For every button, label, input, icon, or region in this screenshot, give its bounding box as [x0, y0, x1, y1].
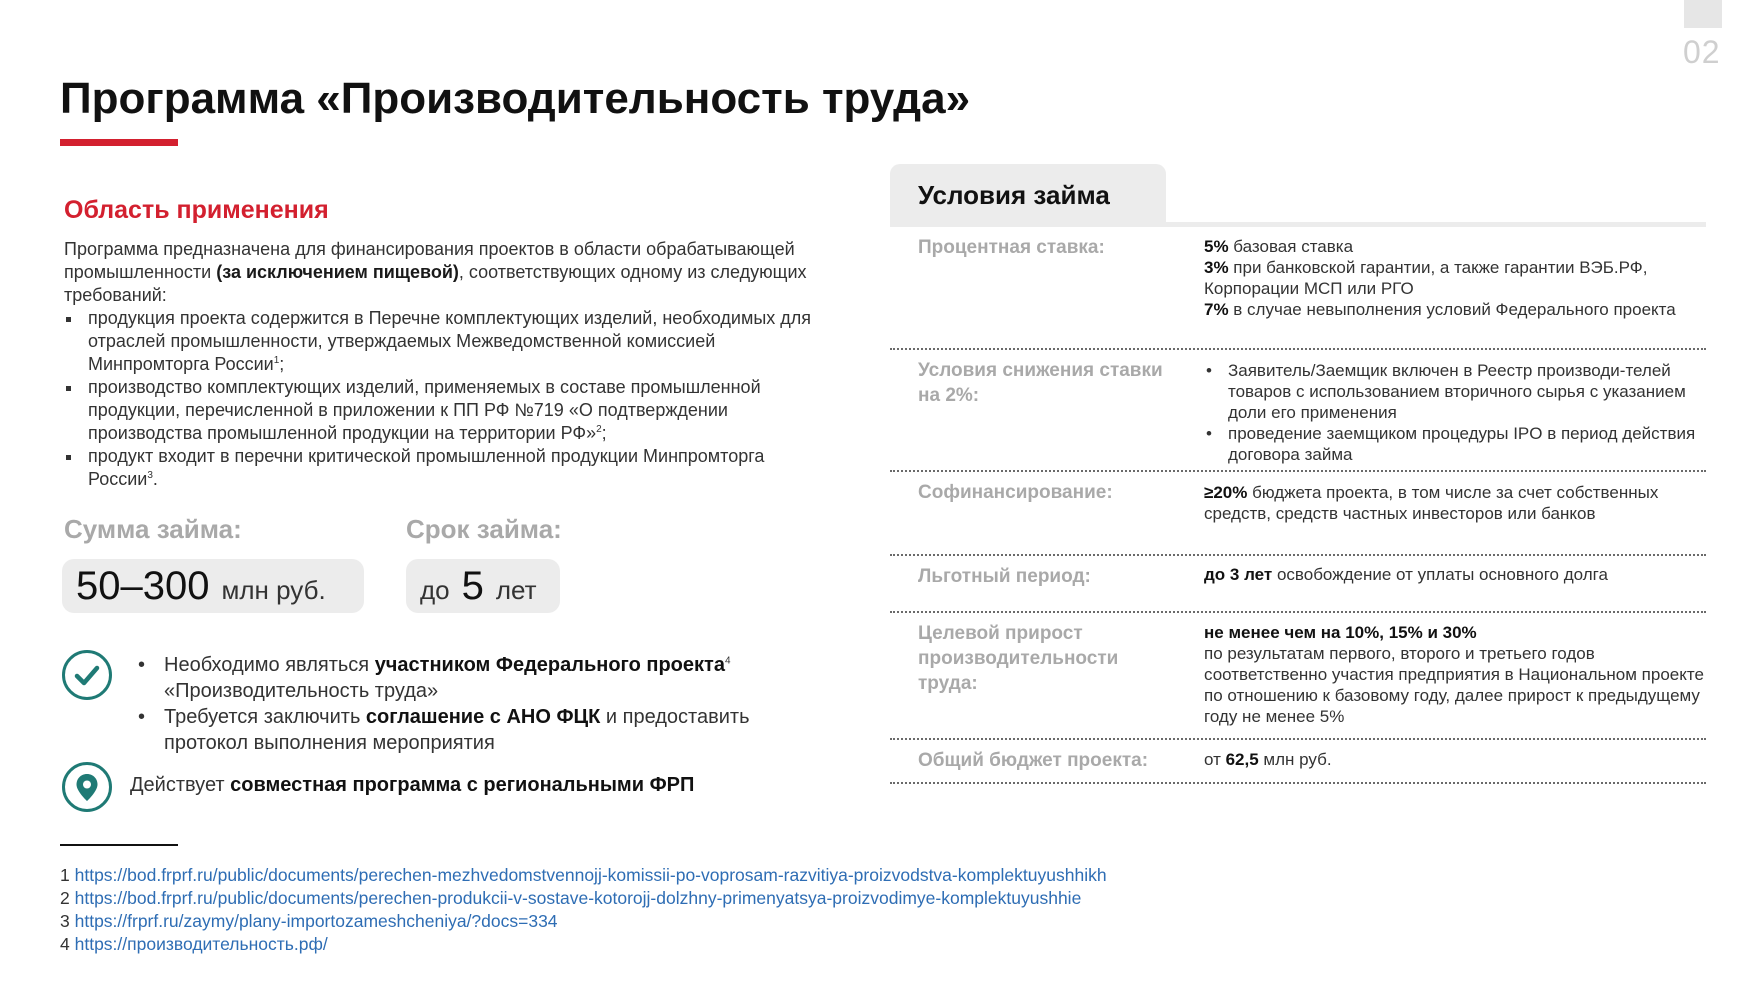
list-item: производство комплектующих изделий, применяемых в составе промышленной продукции, перечисленной в приложении к ПП РФ №719 «О подтверждении производства промышленной продукции на территории РФ»$^2$; [64, 376, 824, 445]
condition-row-rate [890, 227, 1706, 350]
footnote-divider [60, 844, 178, 846]
condition-value: до 3 лет освобождение от уплаты основного долга [1204, 565, 1608, 584]
location-pin-icon [62, 762, 112, 812]
conditions-tab-label: Условия займа [918, 180, 1110, 210]
loan-amount-label: Сумма займа: [64, 514, 242, 544]
loan-term-prefix: до [420, 575, 450, 605]
loan-term-box [406, 559, 560, 613]
condition-value: не менее чем на 10%, 15% и 30% по результатам первого, второго и третьего годов соответственно участия предприятия в Национальном проекте по отношению к базовому году, далее прирост к предыдущему году не менее 5% [1204, 623, 1704, 726]
list-item: • Заявитель/Заемщик включен в Реестр производи-телей товаров с использованием вторичного сырья с указанием доли его применения [1204, 360, 1704, 423]
condition-row-cofinancing [890, 472, 1706, 556]
loan-amount-box [62, 559, 364, 613]
loan-term-label: Срок займа: [406, 514, 562, 544]
loan-term-value: 5 [461, 564, 484, 608]
list-item: • проведение заемщиком процедуры IPO в период действия договора займа [1204, 423, 1704, 465]
scope-requirements-list [64, 307, 824, 491]
loan-term-unit: лет [495, 575, 537, 605]
condition-label: Процентная ставка: [918, 237, 1105, 258]
page-corner-tab [1684, 0, 1722, 28]
footnote-item: 3 https://frprf.ru/zaymy/plany-importozameshcheniya/?docs=334 [60, 911, 558, 931]
footnote-item: 4 https://производительность.рф/ [60, 934, 328, 954]
condition-label: Общий бюджет проекта: [918, 750, 1149, 771]
condition-value: ≥20% бюджета проекта, в том числе за счет собственных средств, средств частных инвесторов или банков [1204, 483, 1659, 523]
footnote-link[interactable]: https://bod.frprf.ru/public/documents/perechen-produkcii-v-sostave-kotorojj-dolzhny-primenyatsya-proizvodimye-komplektuyushhie [74, 888, 1082, 908]
scope-exclusion: (за исключением пищевой) [216, 262, 459, 282]
conditions-tab [890, 164, 1166, 224]
condition-value: 5% базовая ставка 3% при банковской гарантии, а также гарантии ВЭБ.РФ, Корпорации МСП или РГО 7% в случае невыполнения условий Федерального проекта [1204, 237, 1676, 319]
condition-row-rate-reduction [890, 350, 1706, 472]
condition-row-grace-period [890, 556, 1706, 613]
footnote-link[interactable]: https://bod.frprf.ru/public/documents/perechen-mezhvedomstvennojj-komissii-po-voprosam-razvitiya-proizvodstva-komplektuyushhikh [74, 865, 1107, 885]
list-item: • Требуется заключить соглашение с АНО ФЦК и предоставить протокол выполнения мероприятия [138, 704, 818, 756]
title-underline [60, 139, 178, 146]
participation-requirements [138, 652, 818, 756]
footnote-item: 2 https://bod.frprf.ru/public/documents/perechen-produkcii-v-sostave-kotorojj-dolzhny-primenyatsya-proizvodimye-komplektuyushhie [60, 888, 1082, 908]
list-item: продукт входит в перечни критической промышленной продукции Минпромторга России$^3$. [64, 445, 824, 491]
condition-label: Софинансирование: [918, 482, 1113, 503]
condition-label: Условия снижения ставки на 2%: [918, 360, 1163, 406]
scope-description [64, 238, 824, 491]
scope-heading: Область применения [64, 196, 329, 224]
footnote-item: 1 https://bod.frprf.ru/public/documents/perechen-mezhvedomstvennojj-komissii-po-voprosam-razvitiya-proizvodstva-komplektuyushhikh [60, 865, 1107, 885]
condition-row-productivity [890, 613, 1706, 740]
check-circle-icon [62, 650, 112, 700]
list-item: • Необходимо являться участником Федерального проекта$^4$ «Производительность труда» [138, 652, 818, 704]
condition-value: от 62,5 млн руб. [1204, 750, 1332, 769]
condition-row-budget [890, 740, 1706, 784]
condition-value [1204, 360, 1704, 465]
list-item: продукция проекта содержится в Перечне комплектующих изделий, необходимых для отраслей промышленности, утверждаемых Межведомственной комиссией Минпромторга России$^1$; [64, 307, 824, 376]
scope-intro: Программа предназначена для финансирования проектов в области обрабатывающей промышленности (за исключением пищевой), соответствующих одному из следующих требований: [64, 239, 807, 305]
loan-amount-value: 50–300 [76, 564, 210, 608]
footnote-link[interactable]: https://frprf.ru/zaymy/plany-importozameshcheniya/?docs=334 [74, 911, 558, 931]
regional-program-text: Действует совместная программа с региональными ФРП [130, 774, 695, 796]
page-title: Программа «Производительность труда» [60, 74, 971, 123]
footnotes [60, 864, 1107, 956]
condition-label: Целевой прирост производительности труда: [918, 623, 1119, 694]
loan-amount-unit: млн руб. [221, 575, 326, 605]
footnote-link[interactable]: https://производительность.рф/ [74, 934, 328, 954]
page-number: 02 [1683, 34, 1721, 70]
condition-label: Льготный период: [918, 566, 1091, 587]
